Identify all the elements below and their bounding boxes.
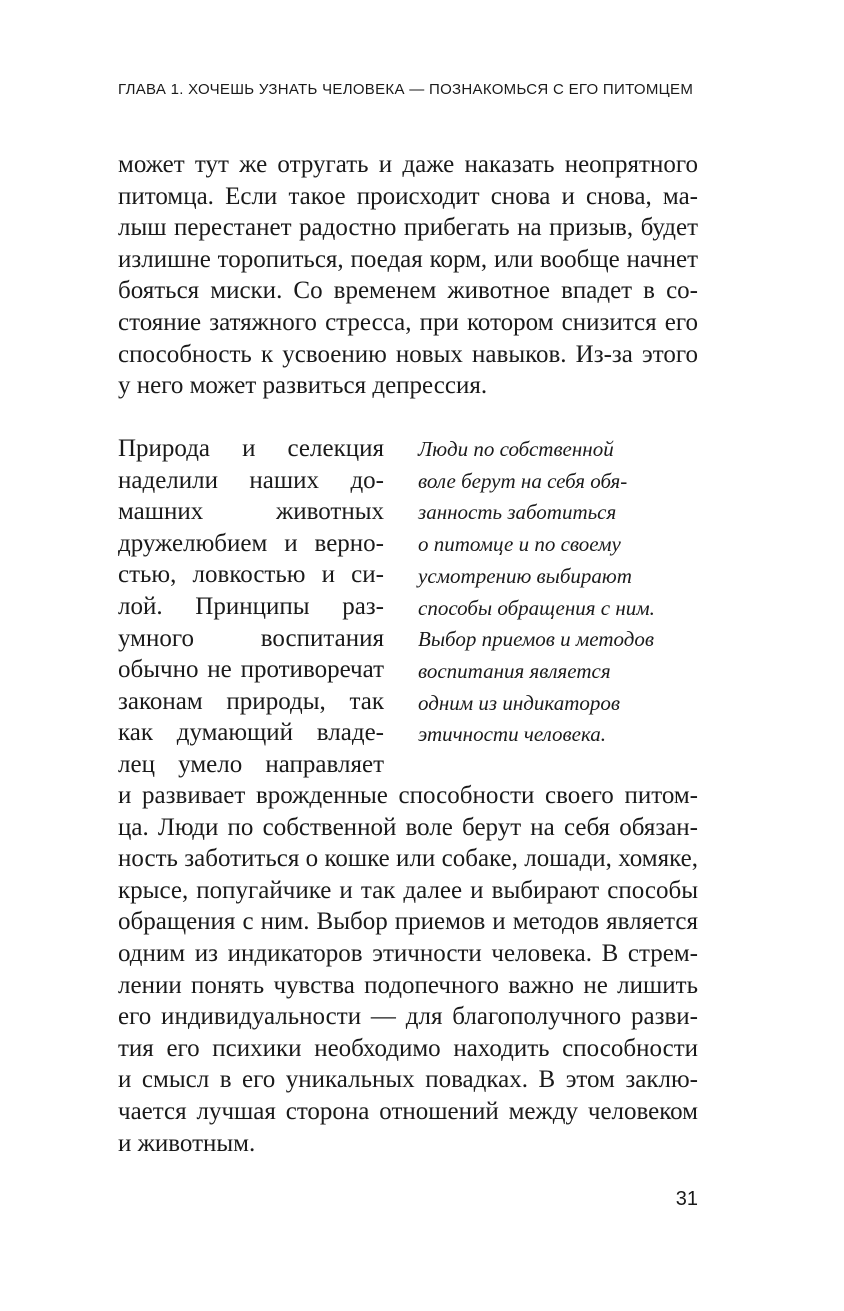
text-line: излишне торопиться, поедая корм, или вообще начнет bbox=[118, 245, 698, 273]
text-line: и смысл в его уникальных повадках. В этом заклю- bbox=[118, 1066, 698, 1094]
text-line: одним из индикаторов этичности человека. В стрем- bbox=[118, 939, 698, 967]
text-line: дружелюбием и верно- bbox=[118, 529, 384, 557]
text-line: и животным. bbox=[118, 1129, 256, 1157]
text-line: может тут же отругать и даже наказать неопрятного bbox=[118, 151, 698, 178]
text-line: Природа и селекция bbox=[118, 435, 384, 462]
text-line: бояться миски. Со временем животное впадет в со- bbox=[118, 277, 698, 305]
text-line: стояние затяжного стресса, при котором снизится его bbox=[118, 308, 698, 336]
pull-quote bbox=[418, 434, 698, 751]
text-line: обращения с ним. Выбор приемов и методов является bbox=[118, 908, 698, 936]
text-line: его индивидуальности — для благополучного разви- bbox=[118, 1003, 698, 1031]
text-line: умного воспитания bbox=[118, 624, 384, 652]
pull-quote-line: этичности человека. bbox=[418, 722, 607, 747]
page-number: 31 bbox=[675, 1188, 698, 1210]
pull-quote-line: Выбор приемов и методов bbox=[418, 627, 654, 652]
pull-quote-line: усмотрению выбирают bbox=[418, 563, 632, 588]
text-line: питомца. Если такое происходит снова и снова, ма- bbox=[118, 182, 698, 210]
body-paragraph-1 bbox=[118, 149, 698, 402]
pull-quote-line: о питомце и по своему bbox=[418, 532, 621, 557]
pull-quote-line: воле берут на себя обя- bbox=[418, 468, 628, 493]
text-line: крысе, попугайчике и так далее и выбирают способы bbox=[118, 876, 698, 904]
body-paragraph-2-narrow bbox=[118, 433, 384, 781]
text-line: обычно не противоречат bbox=[118, 656, 384, 684]
pull-quote-line: занность заботиться bbox=[418, 500, 617, 525]
body-paragraph-2-full bbox=[118, 780, 698, 1159]
pull-quote-line: одним из индикаторов bbox=[418, 690, 620, 715]
text-line: машних животных bbox=[118, 498, 384, 526]
text-line: чается лучшая сторона отношений между человеком bbox=[118, 1097, 698, 1125]
text-line: стью, ловкостью и си- bbox=[118, 561, 384, 589]
running-head: ГЛАВА 1. ХОЧЕШЬ УЗНАТЬ ЧЕЛОВЕКА — ПОЗНАКОМЬСЯ С ЕГО ПИТОМЦЕМ bbox=[118, 81, 694, 98]
text-line: лении понять чувства подопечного важно не лишить bbox=[118, 971, 698, 999]
text-line: законам природы, так bbox=[118, 687, 384, 715]
text-line: как думающий владе- bbox=[118, 719, 384, 747]
text-line: наделили наших до- bbox=[118, 466, 384, 494]
pull-quote-line: воспитания является bbox=[418, 658, 611, 683]
text-line: ность заботиться о кошке или собаке, лошади, хомяке, bbox=[118, 845, 698, 873]
text-line: тия его психики необходимо находить способности bbox=[118, 1034, 698, 1062]
pull-quote-line: Люди по собственной bbox=[418, 437, 614, 461]
text-line: ца. Люди по собственной воле берут на себя обязан- bbox=[118, 813, 698, 841]
text-line: способность к усвоению новых навыков. Из-за этого bbox=[118, 340, 698, 368]
text-line: у него может развиться депрессия. bbox=[118, 372, 488, 400]
text-line: и развивает врожденные способности своего питом- bbox=[118, 782, 698, 809]
text-line: лец умело направляет bbox=[118, 750, 384, 778]
text-line: лыш перестанет радостно прибегать на призыв, будет bbox=[118, 214, 698, 242]
text-line: лой. Принципы раз- bbox=[118, 592, 384, 620]
pull-quote-line: способы обращения с ним. bbox=[418, 595, 655, 620]
